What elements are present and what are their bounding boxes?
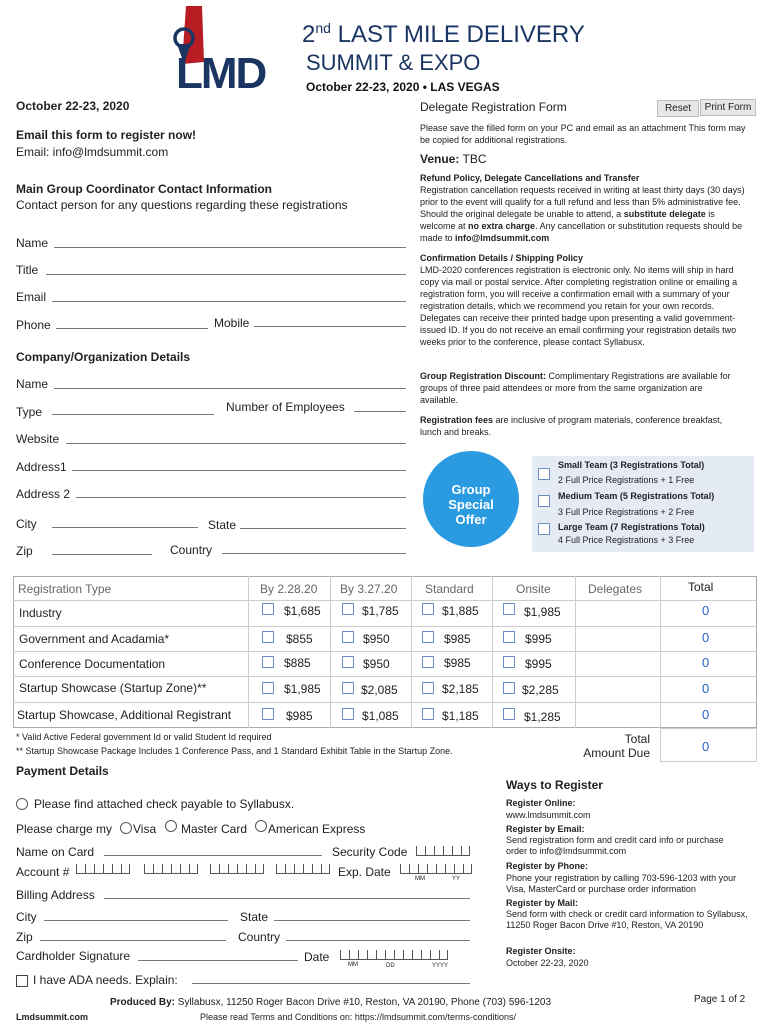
visa-radio[interactable] [120,822,132,834]
zip-label: Zip [16,544,33,558]
price-checkbox[interactable] [342,603,354,615]
save-note: Please save the filled form on your PC and email as an attachment This form may be copied for additional registrations. [420,123,746,145]
large-team-detail: 4 Full Price Registrations + 3 Free [558,535,695,545]
price-checkbox[interactable] [342,631,354,643]
row-total: 0 [702,707,710,722]
delegates-field[interactable] [580,654,656,672]
email-label: Email [16,290,47,304]
price-checkbox[interactable] [342,708,354,720]
security-code-label: Security Code [332,845,408,859]
phone-reg-text: Phone your registration by calling 703-596-1203 with your Visa, MasterCard or purchase order information [506,873,737,894]
phone-reg-heading: Register by Phone: [506,861,589,871]
address2-field[interactable] [76,497,406,498]
onsite-text: October 22-23, 2020 [506,958,589,968]
billing-label: Billing Address [16,888,95,902]
state-field[interactable] [240,528,406,529]
city-field[interactable] [52,527,198,528]
price-checkbox[interactable] [262,656,274,668]
delegates-field[interactable] [580,680,656,698]
type-field[interactable] [52,414,214,415]
table-note-2: ** Startup Showcase Package Includes 1 Conference Pass, and 1 Standard Exhibit Table in the Startup Zone. [16,746,453,756]
row-type: Startup Showcase, Additional Registrant [17,708,232,722]
fees-text: Registration fees are inclusive of program materials, conference breakfast, lunch and breaks. [420,415,723,437]
lmd-logo [168,2,296,94]
price-checkbox[interactable] [503,603,515,615]
account-field-3[interactable] [210,864,264,874]
name-label: Name [16,236,49,250]
pay-zip-label: Zip [16,930,33,944]
delegates-field[interactable] [580,706,656,724]
billing-field[interactable] [104,898,470,899]
address1-field[interactable] [72,470,406,471]
charge-label: Please charge my [16,822,113,836]
coordinator-heading: Main Group Coordinator Contact Information [16,182,272,196]
price: $995 [525,632,552,646]
row-divider [13,702,757,703]
row-divider [13,626,757,627]
price: $2,085 [361,683,398,697]
price-checkbox[interactable] [262,631,274,643]
event-title-line1: 2nd LAST MILE DELIVERY [302,20,585,48]
col-divider [660,576,661,728]
type-label: Type [16,405,43,419]
delegates-field[interactable] [580,629,656,647]
employees-field[interactable] [354,411,406,412]
price: $985 [444,656,471,670]
employees-label: Number of Employees [226,400,345,414]
small-team-checkbox[interactable] [538,468,550,480]
row-total: 0 [702,630,710,645]
header-registration-type: Registration Type [18,582,112,596]
price: $1,785 [362,604,399,618]
onsite-heading: Register Onsite: [506,946,576,956]
mm-hint: MM [415,876,425,882]
address2-label: Address 2 [16,487,71,501]
sig-date-field[interactable] [340,950,448,960]
row-type: Conference Documentation [19,657,166,671]
medium-team-checkbox[interactable] [538,495,550,507]
phone-field[interactable] [56,328,208,329]
row-total: 0 [702,603,710,618]
col-divider [248,576,249,728]
online-text: www.lmdsummit.com [506,810,591,820]
coordinator-sub: Contact person for any questions regarding these registrations [16,198,348,212]
price-checkbox[interactable] [503,631,515,643]
address1-label: Address1 [16,460,67,474]
ada-field[interactable] [192,983,470,984]
delegates-field[interactable] [580,604,656,622]
price-checkbox[interactable] [422,656,434,668]
logo-mark-icon [168,2,296,94]
table-rule [13,576,757,577]
company-heading: Company/Organization Details [16,350,191,364]
mobile-field[interactable] [254,326,406,327]
price-checkbox[interactable] [262,603,274,615]
terms-link[interactable]: Please read Terms and Conditions on: https://lmdsummit.com/terms-conditions/ [200,1012,516,1022]
medium-team-title: Medium Team (5 Registrations Total) [558,491,715,501]
price: $1,685 [284,604,321,618]
sig-date-label: Date [304,950,330,964]
account-label: Account # [16,865,70,879]
account-field-1[interactable] [76,864,130,874]
pay-city-label: City [16,910,37,924]
col-divider [411,576,412,728]
large-team-title: Large Team (7 Registrations Total) [558,522,705,532]
ada-label: I have ADA needs. Explain: [33,973,178,987]
price-checkbox[interactable] [262,708,274,720]
city-label: City [16,517,37,531]
large-team-checkbox[interactable] [538,523,550,535]
company-name-label: Name [16,377,49,391]
medium-team-detail: 3 Full Price Registrations + 2 Free [558,507,695,517]
exp-date-label: Exp. Date [338,865,391,879]
account-field-2[interactable] [144,864,198,874]
state-label: State [208,518,237,532]
company-name-field[interactable] [54,388,406,389]
price-checkbox[interactable] [422,682,434,694]
mm-hint-2: MM [348,962,358,968]
group-discount-text: Group Registration Discount: Complimentary Registrations are available for groups of three paid attendees or more from the same organization are available. [420,371,731,405]
row-total: 0 [702,681,710,696]
check-radio[interactable] [16,798,28,810]
col-divider [575,576,576,728]
price-checkbox[interactable] [503,708,515,720]
price-checkbox[interactable] [262,682,274,694]
print-form-button[interactable]: Print Form [700,99,756,116]
zip-field[interactable] [52,554,152,555]
exp-date-field[interactable] [400,864,472,874]
row-divider [13,600,757,601]
header-standard: Standard [425,582,474,596]
online-heading: Register Online: [506,798,576,808]
phone-label: Phone [16,318,51,332]
price: $985 [286,709,313,723]
title-field[interactable] [46,274,406,275]
price: $1,085 [362,709,399,723]
mastercard-label: Master Card [181,822,248,836]
mastercard-radio[interactable] [165,820,177,832]
dd-hint: DD [386,963,395,969]
price: $950 [363,632,390,646]
col-divider [492,576,493,728]
price-checkbox[interactable] [422,631,434,643]
name-field[interactable] [54,247,406,248]
pay-city-field[interactable] [44,920,228,921]
signature-field[interactable] [138,960,298,961]
price-checkbox[interactable] [342,682,354,694]
price: $2,185 [442,682,479,696]
email-field[interactable] [52,301,406,302]
price: $855 [286,632,313,646]
mail-reg-text: Send form with check or credit card information to Syllabusx, 11250 Roger Bacon Drive #10, Reston, VA 20190 [506,909,748,930]
email-reg-heading: Register by Email: [506,824,585,834]
amex-radio[interactable] [255,820,267,832]
pay-country-field[interactable] [286,940,470,941]
name-on-card-label: Name on Card [16,845,95,859]
price-checkbox[interactable] [503,682,515,694]
page-number: Page 1 of 2 [694,994,746,1005]
payment-heading: Payment Details [16,764,109,778]
row-type: Industry [19,606,62,620]
price: $2,285 [522,683,559,697]
refund-heading: Refund Policy, Delegate Cancellations and Transfer [420,173,640,183]
ways-heading: Ways to Register [506,778,603,792]
website-label: Website [16,432,60,446]
price: $950 [363,657,390,671]
mobile-label: Mobile [214,316,250,330]
header-delegates: Delegates [588,582,643,596]
row-divider [13,676,757,677]
price: $885 [284,656,311,670]
event-dateline: October 22-23, 2020 • LAS VEGAS [306,80,500,94]
small-team-title: Small Team (3 Registrations Total) [558,460,705,470]
row-divider [13,651,757,652]
row-type: Government and Acadamia* [19,632,170,646]
header-by-3-27: By 3.27.20 [340,582,398,596]
price: $1,285 [524,710,561,724]
venue-line: Venue: TBC [420,152,487,166]
confirm-heading: Confirmation Details / Shipping Policy [420,253,584,263]
small-team-detail: 2 Full Price Registrations + 1 Free [558,475,695,485]
amex-label: American Express [268,822,366,836]
price-checkbox[interactable] [422,603,434,615]
email-reg-text: Send registration form and credit card info or purchase order to info@lmdsummit.com [506,835,724,856]
pay-zip-field[interactable] [40,940,226,941]
yy-hint: YY [452,876,461,882]
security-code-field[interactable] [416,846,470,856]
yyyy-hint: YYYY [432,963,449,969]
signature-label: Cardholder Signature [16,949,131,963]
row-type: Startup Showcase (Startup Zone)** [19,681,207,695]
price-checkbox[interactable] [503,656,515,668]
price: $1,985 [284,682,321,696]
price-checkbox[interactable] [422,708,434,720]
check-option-label: Please find attached check payable to Syllabusx. [34,797,295,811]
site-name: Lmdsummit.com [16,1012,89,1022]
price: $995 [525,657,552,671]
account-field-4[interactable] [276,864,330,874]
row-total: 0 [702,655,710,670]
col-divider [330,576,331,728]
title-label: Title [16,263,39,277]
header-total: Total [688,580,714,594]
form-title: Delegate Registration Form [420,100,567,114]
confirm-text: LMD-2020 conferences registration is electronic only. No items will ship in hard copy via mail or postal service. After completing registration online or emailing a registration form, you will receive a confirmation email with a summary of your registration details, which we recommend you retain for your own records. Delegates can receive their printed badge upon presenting a valid government-issued ID. If you do not receive an email confirming your registration details two weeks prior to the conference, please contact Syllabusx. [420,265,738,347]
visa-label: Visa [133,822,157,836]
total-amount-label: Total Amount Due [583,732,650,760]
table-note-1: * Valid Active Federal government Id or valid Student Id required [16,732,272,742]
price: $1,185 [442,709,479,723]
price: $1,885 [442,604,479,618]
price: $985 [444,632,471,646]
name-on-card-field[interactable] [104,855,322,856]
price-checkbox[interactable] [342,656,354,668]
produced-by: Produced By: Syllabusx, 11250 Roger Bacon Drive #10, Reston, VA 20190, Phone (703) 596-1203 [110,997,552,1008]
price: $1,985 [524,605,561,619]
event-date: October 22-23, 2020 [16,99,130,113]
email-line: Email: info@lmdsummit.com [16,145,169,159]
header-by-2-28: By 2.28.20 [260,582,318,596]
reset-button[interactable]: Reset [657,100,699,117]
total-amount-value: 0 [702,739,710,754]
mail-reg-heading: Register by Mail: [506,898,579,908]
pay-state-field[interactable] [274,920,470,921]
group-offer-badge-text: Group Special Offer [448,482,494,527]
header-onsite: Onsite [516,582,551,596]
pay-state-label: State [240,910,269,924]
ada-checkbox[interactable] [16,975,28,987]
refund-text: Registration cancellation requests received in writing at least thirty days (30 days) prior to the event will qualify for a full refund and less than 5% administrative fee. Should the original delegate be unable to attend, a substitute delegate is welcome at no extra charge. Any cancellation or substitution requests should be made to info@lmdsummit.com [420,185,745,243]
pay-country-label: Country [238,930,281,944]
event-title-line2: SUMMIT & EXPO [306,50,481,75]
svg-text:LMD: LMD [176,49,266,94]
email-heading: Email this form to register now! [16,128,197,142]
country-label: Country [170,543,213,557]
website-field[interactable] [66,443,406,444]
country-field[interactable] [222,553,406,554]
